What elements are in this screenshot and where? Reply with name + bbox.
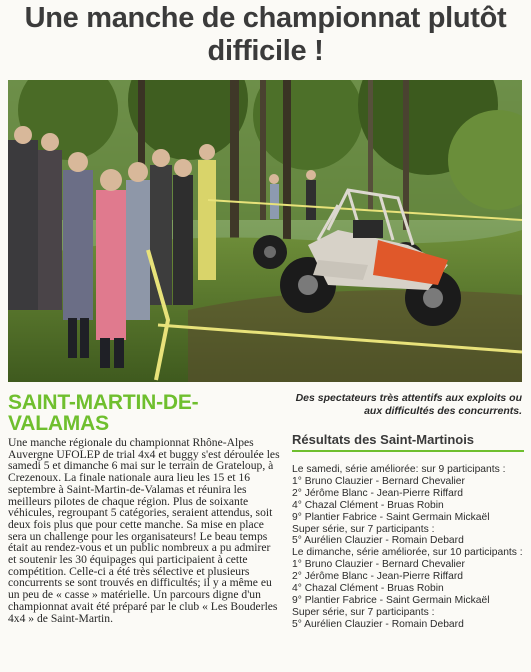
- results-line: 5° Aurélien Clauzier - Romain Debard: [292, 618, 464, 630]
- results-line: 1° Bruno Clauzier - Bernard Chevalier: [292, 559, 465, 571]
- article-photo: [8, 80, 522, 382]
- results-line: 9° Plantier Fabrice - Saint Germain Mickaël: [292, 511, 490, 523]
- results-line: 9° Plantier Fabrice - Saint Germain Mickaël: [292, 594, 490, 606]
- results-list: [292, 464, 524, 631]
- results-line: 2° Jérôme Blanc - Jean-Pierre Riffard: [292, 571, 464, 583]
- results-line: 4° Chazal Clément - Bruas Robin: [292, 499, 444, 511]
- results-title: Résultats des Saint-Martinois: [292, 432, 524, 452]
- results-line: Le dimanche, série améliorée, sur 10 participants :: [292, 547, 523, 559]
- article-paragraph: Une manche régionale du championnat Rhône-Alpes Auvergne UFOLEP de trial 4x4 et buggy s'est déroulée les samedi 5 et dimanche 6 mai sur le terrain de Grateloup, à Crezenoux. La finale nationale aura lieu les 15 et 16 septembre à Saint-Martin-de-Valamas et réunira les meilleurs pilotes de chaque région. Plus de soixante véhicules, regroupant 5 catégories, seraient attendus, soit deux fois plus que pour cette manche. Sa mise en place sera un challenge pour les organisateurs! Le beau temps était au rendez-vous et un public nombreux a pu admirer et soutenir les 30 équipages qui participaient à cette compétition. Celle-ci a été très sélective et plusieurs concurrents se sont trouvés en difficultés; il y a même eu un peu de « casse » matérielle. Un parcours digne d'un championnat avait été préparé par le club « Les Bouderles 4x4 » de Saint-Martin.: [8, 436, 280, 625]
- results-line: 1° Bruno Clauzier - Bernard Chevalier: [292, 475, 465, 487]
- photo-caption: Des spectateurs très attentifs aux exploits ou aux difficultés des concurrents.: [295, 392, 522, 417]
- results-line: Le samedi, série améliorée: sur 9 participants :: [292, 464, 506, 475]
- article-body: [8, 437, 280, 624]
- results-box: [292, 432, 524, 631]
- section-title: SAINT-MARTIN-DE-VALAMAS: [8, 391, 199, 435]
- results-line: 5° Aurélien Clauzier - Romain Debard: [292, 535, 464, 547]
- results-line: 2° Jérôme Blanc - Jean-Pierre Riffard: [292, 487, 464, 499]
- results-line: Super série, sur 7 participants :: [292, 606, 435, 618]
- results-line: Super série, sur 7 participants :: [292, 523, 435, 535]
- results-line: 4° Chazal Clément - Bruas Robin: [292, 583, 444, 595]
- article-headline: Une manche de championnat plutôt difficile !: [24, 2, 507, 67]
- offroad-buggy-photo: [8, 80, 522, 382]
